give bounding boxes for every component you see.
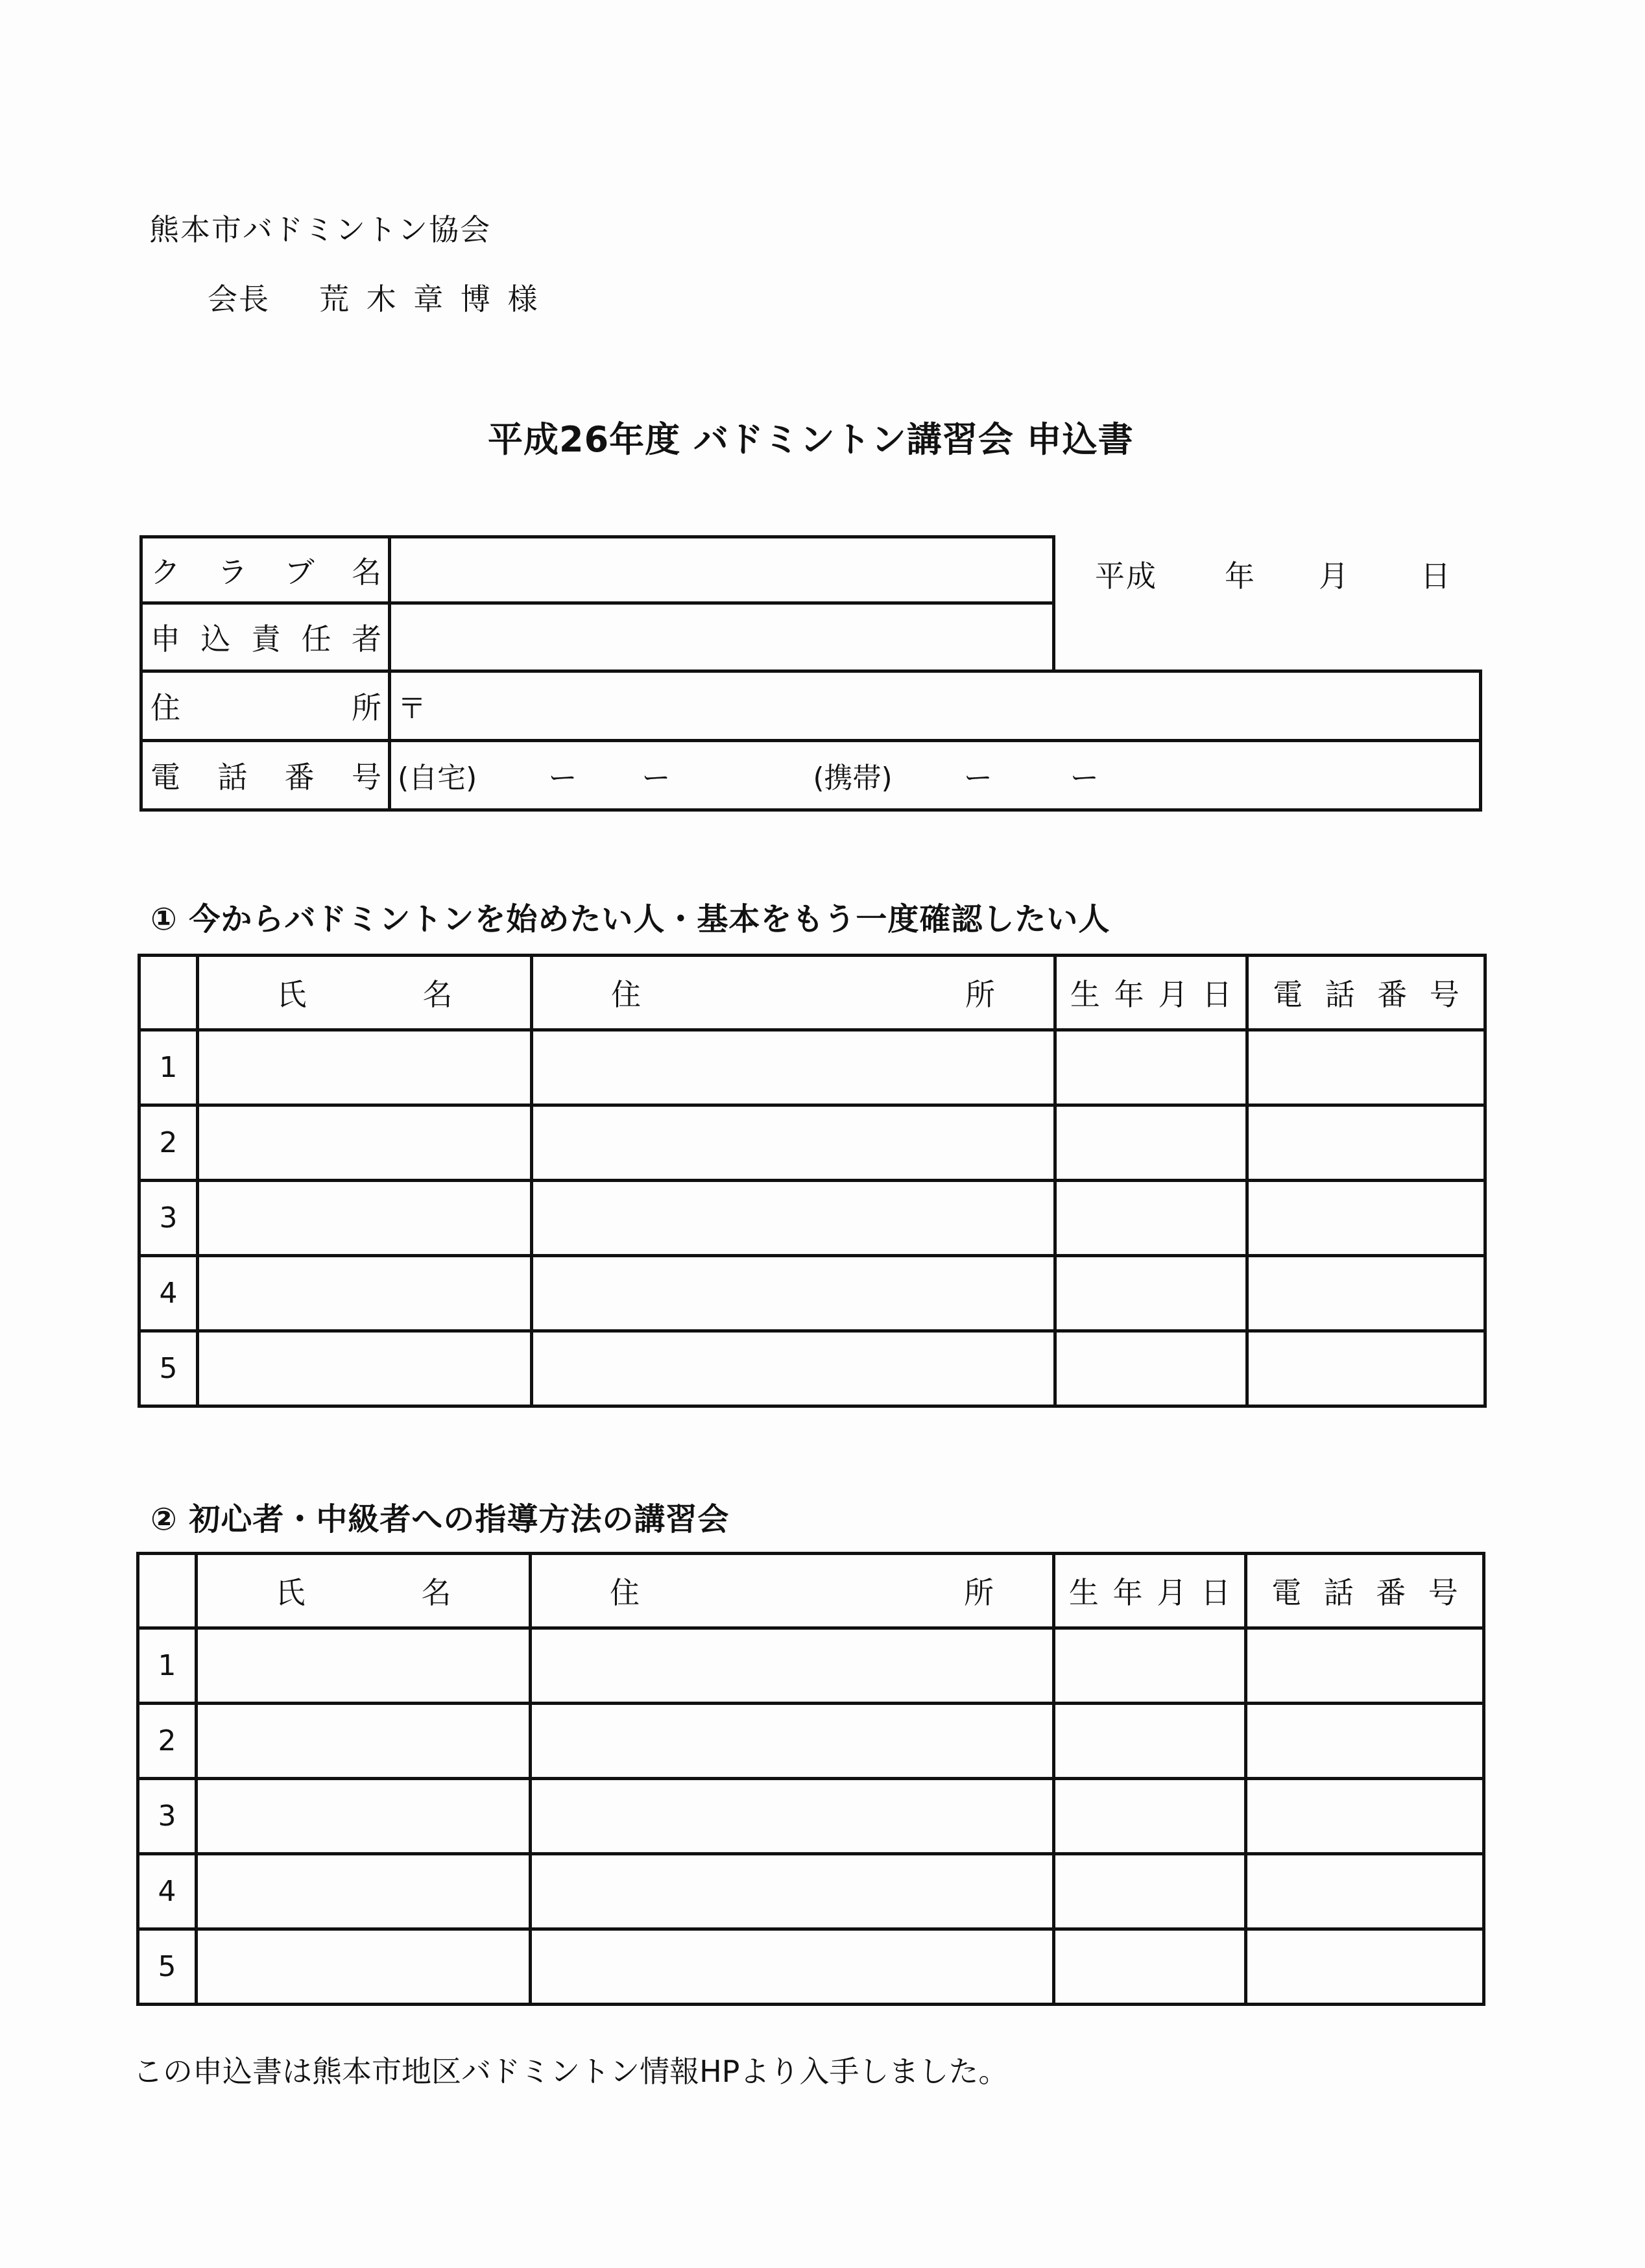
- row-number: 5: [138, 1929, 197, 2005]
- club-label: ク ラ ブ 名: [143, 538, 391, 601]
- name-header: 氏 名: [198, 956, 532, 1030]
- address-cell[interactable]: [531, 1854, 1054, 1929]
- address-cell[interactable]: [532, 1030, 1055, 1105]
- phone-cell[interactable]: [1246, 1779, 1484, 1854]
- table-header-row: [139, 956, 1485, 1030]
- address-cell[interactable]: [532, 1331, 1055, 1406]
- birthdate-cell[interactable]: [1054, 1854, 1246, 1929]
- document-title: 平成26年度 バドミントン講習会 申込書: [488, 419, 1134, 460]
- name-cell[interactable]: [198, 1256, 532, 1331]
- birthdate-cell[interactable]: [1054, 1628, 1246, 1704]
- addressee-organization: 熊本市バドミントン協会: [149, 212, 492, 247]
- birthdate-cell[interactable]: [1055, 1331, 1247, 1406]
- address-header: 住 所: [531, 1554, 1054, 1628]
- footer-note: この申込書は熊本市地区バドミントン情報HPより入手しました。: [133, 2054, 1009, 2089]
- phone-cell[interactable]: [1246, 1704, 1484, 1779]
- phone-header: 電 話 番 号: [1246, 1554, 1484, 1628]
- address-label: 住 所: [143, 673, 391, 739]
- phone-header: 電 話 番 号: [1247, 956, 1485, 1030]
- birthdate-cell[interactable]: [1054, 1779, 1246, 1854]
- phone-label: 電 話 番 号: [143, 742, 391, 808]
- section2-table: [136, 1552, 1485, 2006]
- table-row: [139, 1181, 1485, 1256]
- club-input[interactable]: [398, 538, 1052, 601]
- table-row: [138, 1779, 1484, 1854]
- row-number: 3: [138, 1779, 197, 1854]
- home-phone-label: (自宅): [398, 762, 477, 795]
- address-header: 住 所: [532, 956, 1055, 1030]
- address-cell[interactable]: [531, 1628, 1054, 1704]
- phone-row: [139, 739, 1482, 812]
- section1-table: [138, 954, 1487, 1408]
- date-year: 年: [1225, 559, 1256, 594]
- address-cell[interactable]: [531, 1929, 1054, 2005]
- birthdate-header: 生 年 月 日: [1054, 1554, 1246, 1628]
- phone-cell[interactable]: [1247, 1105, 1485, 1181]
- address-cell[interactable]: [532, 1256, 1055, 1331]
- birthdate-cell[interactable]: [1055, 1105, 1247, 1181]
- birthdate-cell[interactable]: [1054, 1704, 1246, 1779]
- table-header-row: [138, 1554, 1484, 1628]
- birthdate-cell[interactable]: [1055, 1256, 1247, 1331]
- phone-cell[interactable]: [1247, 1331, 1485, 1406]
- name-cell[interactable]: [197, 1929, 531, 2005]
- address-row: [139, 670, 1482, 742]
- name-cell[interactable]: [197, 1779, 531, 1854]
- mobile-dash-1: ー: [963, 762, 992, 795]
- birthdate-header: 生 年 月 日: [1055, 956, 1247, 1030]
- address-cell[interactable]: [532, 1105, 1055, 1181]
- number-header: [139, 956, 198, 1030]
- row-number: 4: [139, 1256, 198, 1331]
- date-month: 月: [1319, 559, 1350, 594]
- representative-row: [139, 601, 1055, 673]
- row-number: 1: [138, 1628, 197, 1704]
- table-row: [139, 1105, 1485, 1181]
- address-cell[interactable]: [532, 1181, 1055, 1256]
- postal-mark: 〒: [398, 692, 426, 725]
- row-number: 3: [139, 1181, 198, 1256]
- phone-cell[interactable]: [1246, 1854, 1484, 1929]
- name-cell[interactable]: [198, 1030, 532, 1105]
- name-cell[interactable]: [198, 1331, 532, 1406]
- date-day: 日: [1421, 559, 1452, 594]
- date-era: 平成: [1095, 559, 1157, 594]
- section2-heading: ② 初心者・中級者への指導方法の講習会: [150, 1501, 730, 1538]
- name-cell[interactable]: [197, 1854, 531, 1929]
- table-row: [139, 1030, 1485, 1105]
- address-input[interactable]: [398, 673, 1479, 739]
- table-row: [138, 1628, 1484, 1704]
- name-cell[interactable]: [197, 1628, 531, 1704]
- phone-cell[interactable]: [1246, 1628, 1484, 1704]
- representative-input[interactable]: [398, 605, 1052, 670]
- row-number: 5: [139, 1331, 198, 1406]
- addressee-title: 会長: [208, 282, 270, 317]
- number-header: [138, 1554, 197, 1628]
- section1-heading: ① 今からバドミントンを始めたい人・基本をもう一度確認したい人: [150, 901, 1111, 937]
- home-dash-2: ー: [642, 762, 671, 795]
- phone-input[interactable]: [398, 742, 1479, 808]
- phone-cell[interactable]: [1247, 1030, 1485, 1105]
- mobile-dash-2: ー: [1070, 762, 1099, 795]
- club-row: [139, 535, 1055, 605]
- row-number: 2: [139, 1105, 198, 1181]
- mobile-phone-label: (携帯): [813, 762, 893, 795]
- home-dash-1: ー: [548, 762, 577, 795]
- phone-cell[interactable]: [1246, 1929, 1484, 2005]
- row-number: 1: [139, 1030, 198, 1105]
- table-row: [139, 1256, 1485, 1331]
- table-row: [138, 1854, 1484, 1929]
- phone-cell[interactable]: [1247, 1256, 1485, 1331]
- table-row: [139, 1331, 1485, 1406]
- row-number: 2: [138, 1704, 197, 1779]
- address-cell[interactable]: [531, 1779, 1054, 1854]
- address-cell[interactable]: [531, 1704, 1054, 1779]
- birthdate-cell[interactable]: [1054, 1929, 1246, 2005]
- phone-cell[interactable]: [1247, 1181, 1485, 1256]
- name-cell[interactable]: [198, 1105, 532, 1181]
- table-row: [138, 1929, 1484, 2005]
- name-header: 氏 名: [197, 1554, 531, 1628]
- addressee-name: 荒 木 章 博 様: [319, 282, 542, 317]
- row-number: 4: [138, 1854, 197, 1929]
- representative-label: 申 込 責 任 者: [143, 605, 391, 670]
- birthdate-cell[interactable]: [1055, 1181, 1247, 1256]
- name-cell[interactable]: [198, 1181, 532, 1256]
- birthdate-cell[interactable]: [1055, 1030, 1247, 1105]
- table-row: [138, 1704, 1484, 1779]
- name-cell[interactable]: [197, 1704, 531, 1779]
